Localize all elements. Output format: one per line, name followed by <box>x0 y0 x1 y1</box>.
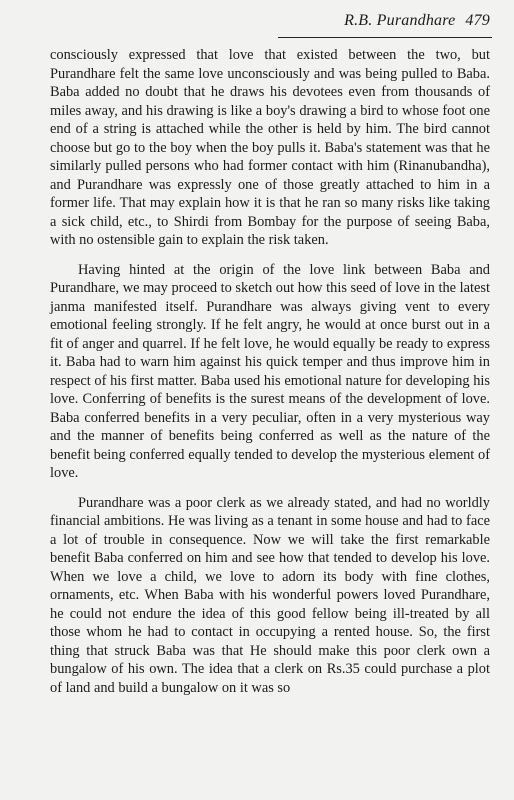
paragraph-continuation: consciously expressed that love that existed between the two, but Purandhare felt the same love unconsciously and was being pulled to Baba. Baba added no doubt that he draws his devotees even from thousands of miles away, and his drawing is like a boy's drawing a bird to whose foot one end of a string is attached while the other is held by him. The bird cannot choose but go to the boy when the boy pulls it. Baba's statement was that he similarly pulled persons who had former contact with him (Rinanubandha), and Purandhare was expressly one of those greatly attached to him in a former life. That may explain how it is that he ran so many risks like taking a sick child, etc., to Shirdi from Bombay for the purpose of seeing Baba, with no ostensible gain to explain the risk taken. <box>50 47 490 248</box>
header-rule <box>278 37 492 38</box>
running-header <box>344 12 490 30</box>
paragraph-love-link: Having hinted at the origin of the love link between Baba and Purandhare, we may proceed to sketch out how this seed of love in the latest janma manifested itself. Purandhare was always giving vent to every emotional feeling strongly. If he felt angry, he would at once burst out in a fit of anger and quarrel. If he felt love, he would equally be ready to express it. Baba had to warn him against his quick temper and thus improve him in respect of his first matter. Baba used his emotional nature for developing his love. Conferring of benefits is the surest means of the development of love. Baba conferred benefits in a very peculiar, often in a very mysterious way and the manner of benefits being conferred as well as the nature of the benefit being conferred equally tended to develop the mysterious element of love. <box>50 261 490 481</box>
body-text <box>50 46 490 708</box>
paragraph-poor-clerk: Purandhare was a poor clerk as we already stated, and had no worldly financial ambitions. He was living as a tenant in some house and had to face a lot of trouble in consequence. Now we will take the first remarkable benefit Baba conferred on him and see how that tended to develop his love. When we love a child, we love to adorn its body with fine clothes, ornaments, etc. When Baba with his wonderful powers loved Purandhare, he could not endure the idea of this good fellow being ill-treated by all those whom he had to contact in occupying a rented house. So, the first thing that struck Baba was that He should make this poor clerk own a bungalow of his own. The idea that a clerk on Rs.35 could purchase a plot of land and build a bungalow on it was so <box>50 494 490 696</box>
running-title: R.B. Purandhare <box>344 12 456 29</box>
page-number: 479 <box>465 12 490 29</box>
